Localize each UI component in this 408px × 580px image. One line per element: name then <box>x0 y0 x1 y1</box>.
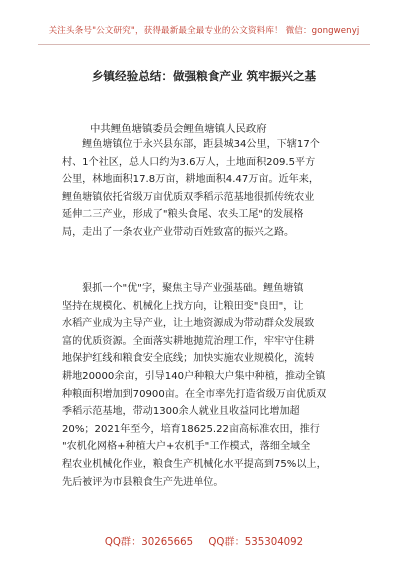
paragraph-line: 地保护红线和粮食安全底线；加快实施农业规模化，流转 <box>62 353 315 365</box>
paragraph-line: 富的优质资源。全面落实耕地抛荒治理工作，牢牢守住耕 <box>62 335 315 347</box>
paragraph-line: 鲤鱼塘镇依托省级万亩优质双季稻示范基地很抓传统农业 <box>62 191 315 203</box>
document-author: 中共鲤鱼塘镇委员会鲤鱼塘镇人民政府 <box>90 123 267 135</box>
qq-group-1: QQ群：30265665 <box>104 537 194 548</box>
paragraph-line: 村、1个社区，总人口约为3.6万人，土地面积209.5平方 <box>62 156 316 168</box>
paragraph-line: 坚持在规模化、机械化上找方向，让粮田变"良田"，让 <box>62 300 304 312</box>
paragraph-line: 种粮面积增加到70900亩。在全市率先打造省级万亩优质双 <box>62 388 327 400</box>
paragraph-line: 局，走出了一条农业产业带动百姓致富的振兴之路。 <box>62 226 295 238</box>
paragraph-line: 公里，林地面积17.8万亩，耕地面积4.47万亩。近年来， <box>62 174 319 186</box>
document-title: 乡镇经验总结：做强粮食产业 筑牢振兴之基 <box>91 69 317 83</box>
paragraph-line: 耕地20000余亩，引导140户种粮大户集中种植，推动全镇 <box>62 370 326 382</box>
paragraph-line: 季稻示范基地，带动1300余人就业且收益同比增加超 <box>62 406 300 418</box>
paragraph-line: 水稻产业成为主导产业，让土地资源成为带动群众发展致 <box>62 318 315 330</box>
paragraph-line: 鲤鱼塘镇位于永兴县东部，距县城34公里，下辖17个 <box>62 139 320 150</box>
paragraph-line: 狠抓一个"优"字，聚焦主导产业强基础。鲤鱼塘镇 <box>62 283 304 294</box>
paragraph-line: "农机化网格+种植大户+农机手"工作模式，落细全域全 <box>62 441 311 453</box>
paragraph-2 <box>62 280 354 491</box>
paragraph-line: 延伸二三产业，形成了"粮头食尾、农头工尾"的发展格 <box>62 209 304 221</box>
footer-contact <box>0 533 408 548</box>
paragraph-1 <box>62 136 354 242</box>
paragraph-line: 先后被评为市县粮食生产先进单位。 <box>62 476 224 488</box>
paragraph-line: 程农业机械化作业，粮食生产机械化水平提高到75%以上， <box>62 458 327 470</box>
promo-header: 关注头条号"公文研究"，获得最新最全最专业的公文资料库！ 微信：gongwenyj <box>48 26 360 36</box>
qq-group-2: QQ群：535304092 <box>208 537 304 548</box>
paragraph-line: 20%；2021年至今，培育18625.22亩高标准农田，推行 <box>62 423 320 435</box>
header-divider <box>38 44 370 45</box>
